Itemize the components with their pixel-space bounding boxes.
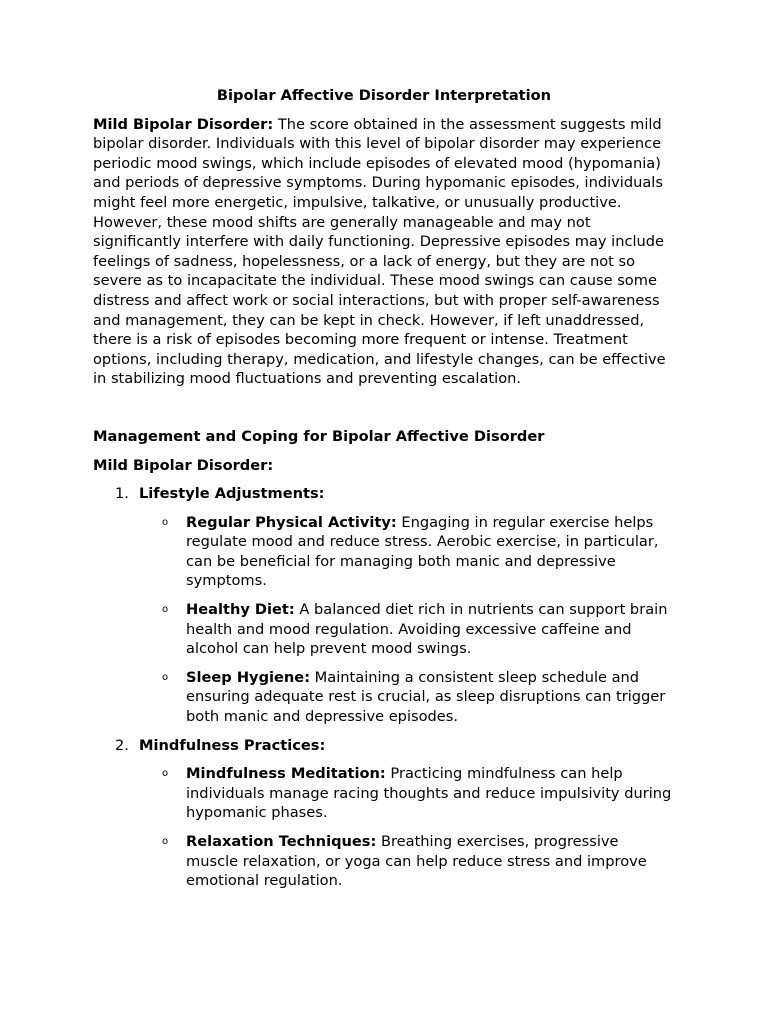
item-text: A balanced diet rich in nutrients can support brain health and mood regulation. Avoiding excessive caffeine and alcohol can help prevent mood swings. — [186, 601, 668, 658]
intro-paragraph — [93, 115, 675, 389]
step-mindfulness — [93, 736, 675, 891]
step-title: Lifestyle Adjustments: — [139, 485, 325, 503]
bullet-icon: o — [162, 604, 169, 616]
list-item — [93, 513, 675, 591]
document-title: Bipolar Affective Disorder Interpretation — [216, 87, 552, 104]
item-label: Relaxation Techniques: — [186, 833, 377, 850]
bullet-icon: o — [162, 836, 169, 847]
management-subheading: Mild Bipolar Disorder: — [93, 456, 274, 474]
step-number: 1. — [115, 485, 129, 503]
item-text: Breathing exercises, progressive muscle relaxation, or yoga can help reduce stress and improve emotional regulation. — [186, 833, 647, 890]
item-text: Practicing mindfulness can help individuals manage racing thoughts and reduce impulsivity during hypomanic phases. — [186, 765, 672, 822]
item-label: Healthy Diet: — [186, 601, 295, 619]
bullet-icon: o — [162, 768, 169, 780]
item-label: Sleep Hygiene: — [186, 668, 311, 686]
list-item — [93, 764, 675, 823]
management-heading: Management and Coping for Bipolar Affective Disorder — [93, 427, 545, 445]
item-text: Maintaining a consistent sleep schedule and ensuring adequate rest is crucial, as sleep disruptions can trigger both manic and depressive episodes. — [186, 668, 666, 726]
item-label: Regular Physical Activity: — [186, 513, 397, 531]
item-label: Mindfulness Meditation: — [186, 765, 386, 783]
step-bullets — [93, 764, 675, 891]
list-item — [93, 832, 675, 891]
bullet-icon: o — [162, 671, 169, 683]
step-lifestyle — [93, 484, 675, 727]
bullet-icon: o — [162, 516, 169, 528]
list-item — [93, 668, 675, 727]
step-title: Mindfulness Practices: — [139, 736, 326, 754]
step-number: 2. — [115, 736, 129, 754]
management-steps-list — [93, 484, 675, 891]
step-bullets — [93, 513, 675, 727]
intro-label: Mild Bipolar Disorder: — [93, 115, 274, 133]
document-page — [93, 86, 675, 900]
item-text: Engaging in regular exercise helps regulate mood and reduce stress. Aerobic exercise, in particular, can be beneficial for managing both manic and depressive symptoms. — [186, 513, 659, 590]
list-item — [93, 600, 675, 659]
intro-text: The score obtained in the assessment suggests mild bipolar disorder. Individuals with this level of bipolar disorder may experience periodic mood swings, which include episodes of elevated mood (hypomania) and periods of depressive symptoms. During hypomanic episodes, individuals might feel more energetic, impulsive, talkative, or unusually productive. However, these mood shifts are generally manageable and may not significantly interfere with daily functioning. Depressive episodes may include feelings of sadness, hopelessness, or a lack of energy, but they are not so severe as to incapacitate the individual. These mood swings can cause some distress and affect work or social interactions, but with proper self-awareness and management, they can be kept in check. However, if left unaddressed, there is a risk of episodes becoming more frequent or intense. Treatment options, including therapy, medication, and lifestyle changes, can be effective in stabilizing mood fluctuations and preventing escalation. — [93, 115, 666, 388]
